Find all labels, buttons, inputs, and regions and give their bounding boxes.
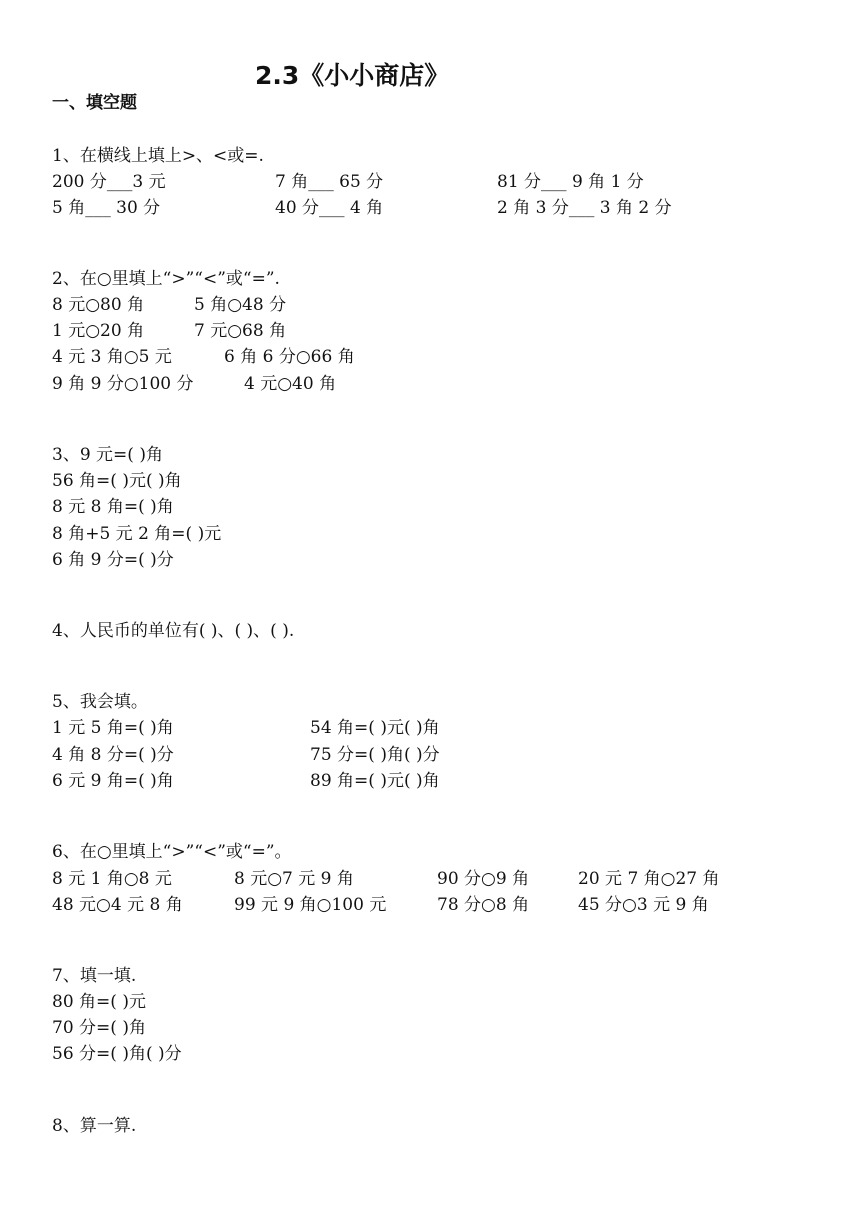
q2-item: 5 角○48 分 bbox=[194, 295, 287, 315]
q1-item: 40 分___ 4 角 bbox=[275, 198, 384, 218]
q1-item: 2 角 3 分___ 3 角 2 分 bbox=[497, 198, 672, 218]
q5-row-2 bbox=[52, 745, 652, 765]
q8-prompt: 8、算一算. bbox=[52, 1116, 137, 1136]
q5-item: 54 角=( )元( )角 bbox=[310, 718, 440, 738]
q6-item: 99 元 9 角○100 元 bbox=[234, 895, 387, 915]
q5-item: 75 分=( )角( )分 bbox=[310, 745, 440, 765]
q3-line: 6 角 9 分=( )分 bbox=[52, 550, 174, 570]
q2-item: 9 角 9 分○100 分 bbox=[52, 374, 194, 394]
q2-item: 1 元○20 角 bbox=[52, 321, 145, 341]
q6-prompt: 6、在○里填上“>”“<”或“=”。 bbox=[52, 842, 292, 862]
q1-row-1 bbox=[52, 172, 812, 192]
q5-row-1 bbox=[52, 718, 652, 738]
q2-row-2 bbox=[52, 321, 552, 341]
q2-item: 4 元 3 角○5 元 bbox=[52, 347, 172, 367]
q6-item: 90 分○9 角 bbox=[437, 869, 530, 889]
q1-row-2 bbox=[52, 198, 812, 218]
q1-item: 7 角___ 65 分 bbox=[275, 172, 384, 192]
q2-item: 6 角 6 分○66 角 bbox=[224, 347, 355, 367]
q1-item: 81 分___ 9 角 1 分 bbox=[497, 172, 644, 192]
q5-item: 1 元 5 角=( )角 bbox=[52, 718, 174, 738]
q2-row-1 bbox=[52, 295, 552, 315]
q7-prompt: 7、填一填. bbox=[52, 966, 137, 986]
section-heading-fill-blanks: 一、填空题 bbox=[52, 93, 137, 113]
q1-prompt: 1、在横线上填上>、<或=. bbox=[52, 146, 264, 166]
q6-item: 20 元 7 角○27 角 bbox=[578, 869, 720, 889]
q3-line: 3、9 元=( )角 bbox=[52, 445, 163, 465]
q5-item: 4 角 8 分=( )分 bbox=[52, 745, 174, 765]
q7-line: 80 角=( )元 bbox=[52, 992, 146, 1012]
q4-prompt: 4、人民币的单位有( )、( )、( ). bbox=[52, 621, 295, 641]
q2-row-4 bbox=[52, 374, 552, 394]
q6-item: 48 元○4 元 8 角 bbox=[52, 895, 183, 915]
q5-prompt: 5、我会填。 bbox=[52, 692, 148, 712]
q6-item: 8 元 1 角○8 元 bbox=[52, 869, 172, 889]
q6-item: 8 元○7 元 9 角 bbox=[234, 869, 354, 889]
q3-line: 8 角+5 元 2 角=( )元 bbox=[52, 524, 222, 544]
q5-item: 89 角=( )元( )角 bbox=[310, 771, 440, 791]
q3-line: 56 角=( )元( )角 bbox=[52, 471, 182, 491]
q3-line: 8 元 8 角=( )角 bbox=[52, 497, 174, 517]
q6-item: 78 分○8 角 bbox=[437, 895, 530, 915]
q6-row-2 bbox=[52, 895, 792, 915]
q1-item: 200 分___3 元 bbox=[52, 172, 166, 192]
q2-prompt: 2、在○里填上“>”“<”或“=”. bbox=[52, 269, 280, 289]
q2-row-3 bbox=[52, 347, 552, 367]
page-title: 2.3《小小商店》 bbox=[255, 61, 450, 90]
q6-row-1 bbox=[52, 869, 792, 889]
q6-item: 45 分○3 元 9 角 bbox=[578, 895, 709, 915]
q2-item: 8 元○80 角 bbox=[52, 295, 145, 315]
q5-row-3 bbox=[52, 771, 652, 791]
q2-item: 4 元○40 角 bbox=[244, 374, 337, 394]
q5-item: 6 元 9 角=( )角 bbox=[52, 771, 174, 791]
q2-item: 7 元○68 角 bbox=[194, 321, 287, 341]
q7-line: 56 分=( )角( )分 bbox=[52, 1044, 182, 1064]
q7-line: 70 分=( )角 bbox=[52, 1018, 146, 1038]
q1-item: 5 角___ 30 分 bbox=[52, 198, 161, 218]
